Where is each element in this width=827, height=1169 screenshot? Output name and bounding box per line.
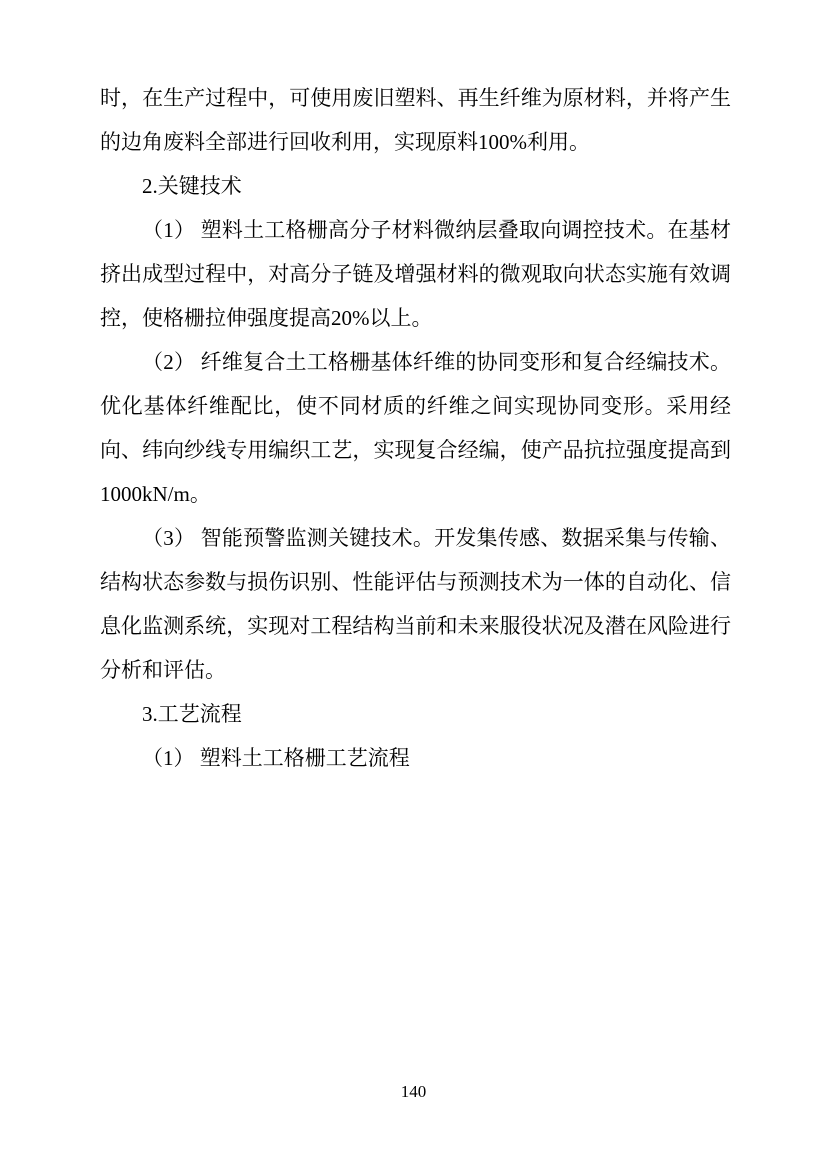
heading-process-flow: 3.工艺流程 [142,702,242,726]
paragraph-recycling-continuation: 时，在生产过程中，可使用废旧塑料、再生纤维为原材料，并将产生的边角废料全部进行回收利用，实现原料100%利用。 [100,86,731,154]
paragraph-tech-3: （3） 智能预警监测关键技术。开发集传感、数据采集与传输、结构状态参数与损伤识别、性能评估与预测技术为一体的自动化、信息化监测系统，实现对工程结构当前和未来服役状况及潜在风险进行分析和评估。 [100,526,731,682]
paragraph-process-1: （1） 塑料土工格栅工艺流程 [142,746,410,770]
page-number: 140 [400,1082,427,1101]
paragraph-tech-2: （2） 纤维复合土工格栅基体纤维的协同变形和复合经编技术。优化基体纤维配比，使不同材质的纤维之间实现协同变形。采用经向、纬向纱线专用编织工艺，实现复合经编，使产品抗拉强度提高到1000kN/m。 [100,350,731,506]
heading-key-technology: 2.关键技术 [142,174,242,198]
document-body [100,76,731,780]
paragraph-tech-1: （1） 塑料土工格栅高分子材料微纳层叠取向调控技术。在基材挤出成型过程中，对高分子链及增强材料的微观取向状态实施有效调控，使格栅拉伸强度提高20%以上。 [100,218,731,330]
